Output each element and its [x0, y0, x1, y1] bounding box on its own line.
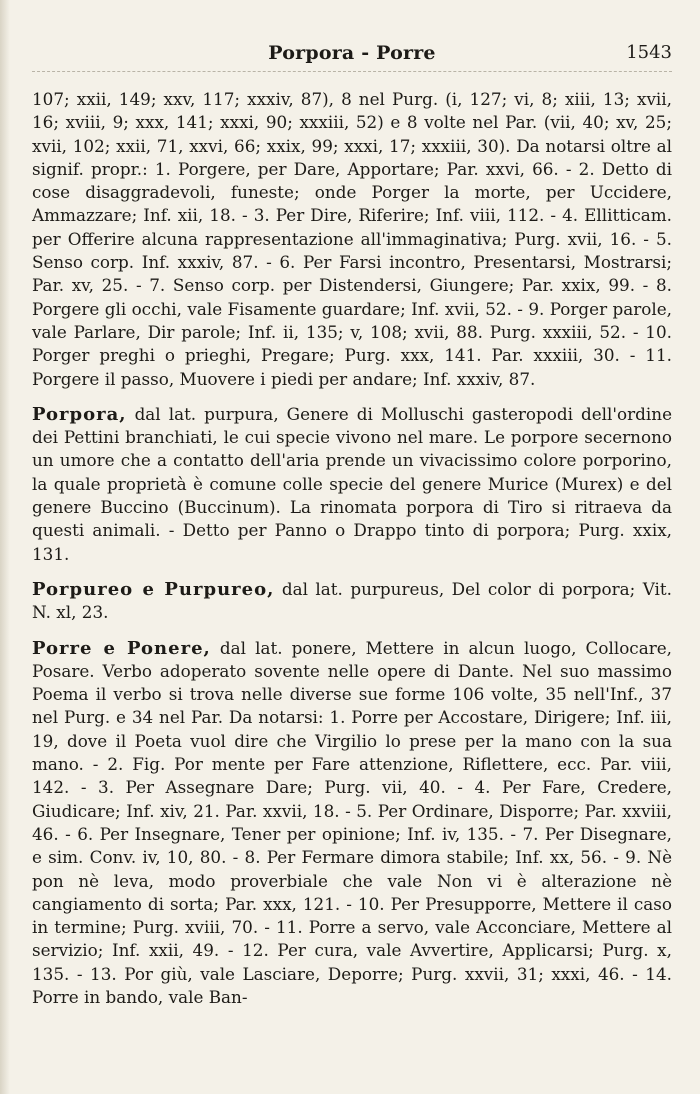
entry-porre: [32, 637, 672, 1010]
dictionary-content: [32, 88, 672, 1009]
entry-porgere-continuation: [32, 88, 672, 391]
entry-text: dal lat. purpureus, Del color di porpora; Vit. N. xl, 23.: [32, 578, 672, 623]
entry-headword: Porpora,: [32, 403, 127, 425]
page-number: 1543: [626, 42, 672, 63]
entry-porpureo: [32, 578, 672, 625]
entry-porpora: [32, 403, 672, 566]
entry-text: 107; xxii, 149; xxv, 117; xxxiv, 87), 8 nel Purg. (i, 127; vi, 8; xiii, 13; xvii, 16; xviii, 9; xxx, 141; xxxi, 90; xxxiii, 52) e 8 volte nel Par. (vii, 40; xv, 25; xvii, 102; xxii, 71, xxvi, 66; xxix, 99; xxxi, 17; xxxiii, 30). Da notarsi oltre al signif. propr.: 1. Porgere, per Dare, Apportare; Par. xxvi, 66. - 2. Detto di cose disaggradevoli, funeste; onde Porger la morte, per Uccidere, Ammazzare; Inf. xii, 18. - 3. Per Dire, Riferire; Inf. viii, 112. - 4. Ellitticam. per Offerire alcuna rappresentazione all'immaginativa; Purg. xvii, 16. - 5. Senso corp. Inf. xxxiv, 87. - 6. Per Farsi incontro, Presentarsi, Mostrarsi; Par. xv, 25. - 7. Senso corp. per Distendersi, Giungere; Par. xxix, 99. - 8. Porgere gli occhi, vale Fisamente guardare; Inf. xvii, 52. - 9. Porger parole, vale Parlare, Dir parole; Inf. ii, 135; v, 108; xvii, 88. Purg. xxxiii, 52. - 10. Porger preghi o prieghi, Pregare; Purg. xxx, 141. Par. xxxiii, 30. - 11. Porgere il passo, Muovere i piedi per andare; Inf. xxxiv, 87.: [32, 89, 672, 389]
entry-headword: Porpureo e Purpureo,: [32, 578, 275, 600]
entry-text: dal lat. purpura, Genere di Molluschi gasteropodi dell'ordine dei Pettini branchiati, le cui specie vivono nel mare. Le porpore secernono un umore che a contatto dell'aria prende un vivacissimo colore porporino, la quale proprietà è comune colle specie del genere Murice (Murex) e del genere Buccino (Buccinum). La rinomata porpora di Tiro si ritraeva da questi animali. - Detto per Panno o Drappo tinto di porpora; Purg. xxix, 131.: [32, 403, 672, 564]
page-header: [32, 42, 672, 72]
page-spine-shadow: [0, 0, 10, 1094]
entry-text: dal lat. ponere, Mettere in alcun luogo, Collocare, Posare. Verbo adoperato sovente nelle opere di Dante. Nel suo massimo Poema il verbo si trova nelle diverse sue forme 106 volte, 35 nell'Inf., 37 nel Purg. e 34 nel Par. Da notarsi: 1. Porre per Accostare, Dirigere; Inf. iii, 19, dove il Poeta vuol dire che Virgilio lo prese per la mano con la sua mano. - 2. Fig. Por mente per Fare attenzione, Riflettere, ecc. Par. viii, 142. - 3. Per Assegnare Dare; Purg. vii, 40. - 4. Per Fare, Credere, Giudicare; Inf. xiv, 21. Par. xxvii, 18. - 5. Per Ordinare, Disporre; Par. xxviii, 46. - 6. Per Insegnare, Tener per opinione; Inf. iv, 135. - 7. Per Disegnare, e sim. Conv. iv, 10, 80. - 8. Per Fermare dimora stabile; Inf. xx, 56. - 9. Nè pon nè leva, modo proverbiale che vale Non vi è alterazione nè cangiamento di sorta; Par. xxx, 121. - 10. Per Presupporre, Mettere il caso in termine; Purg. xviii, 70. - 11. Porre a servo, vale Acconciare, Mettere al servizio; Inf. xxii, 49. - 12. Per cura, vale Avvertire, Applicarsi; Purg. x, 135. - 13. Por giù, vale Lasciare, Deporre; Purg. xxvii, 31; xxxi, 46. - 14. Porre in bando, vale Ban-: [32, 637, 672, 1007]
header-rule: [32, 71, 672, 72]
running-head: Porpora - Porre: [268, 42, 436, 64]
entry-headword: Porre e Ponere,: [32, 637, 211, 659]
